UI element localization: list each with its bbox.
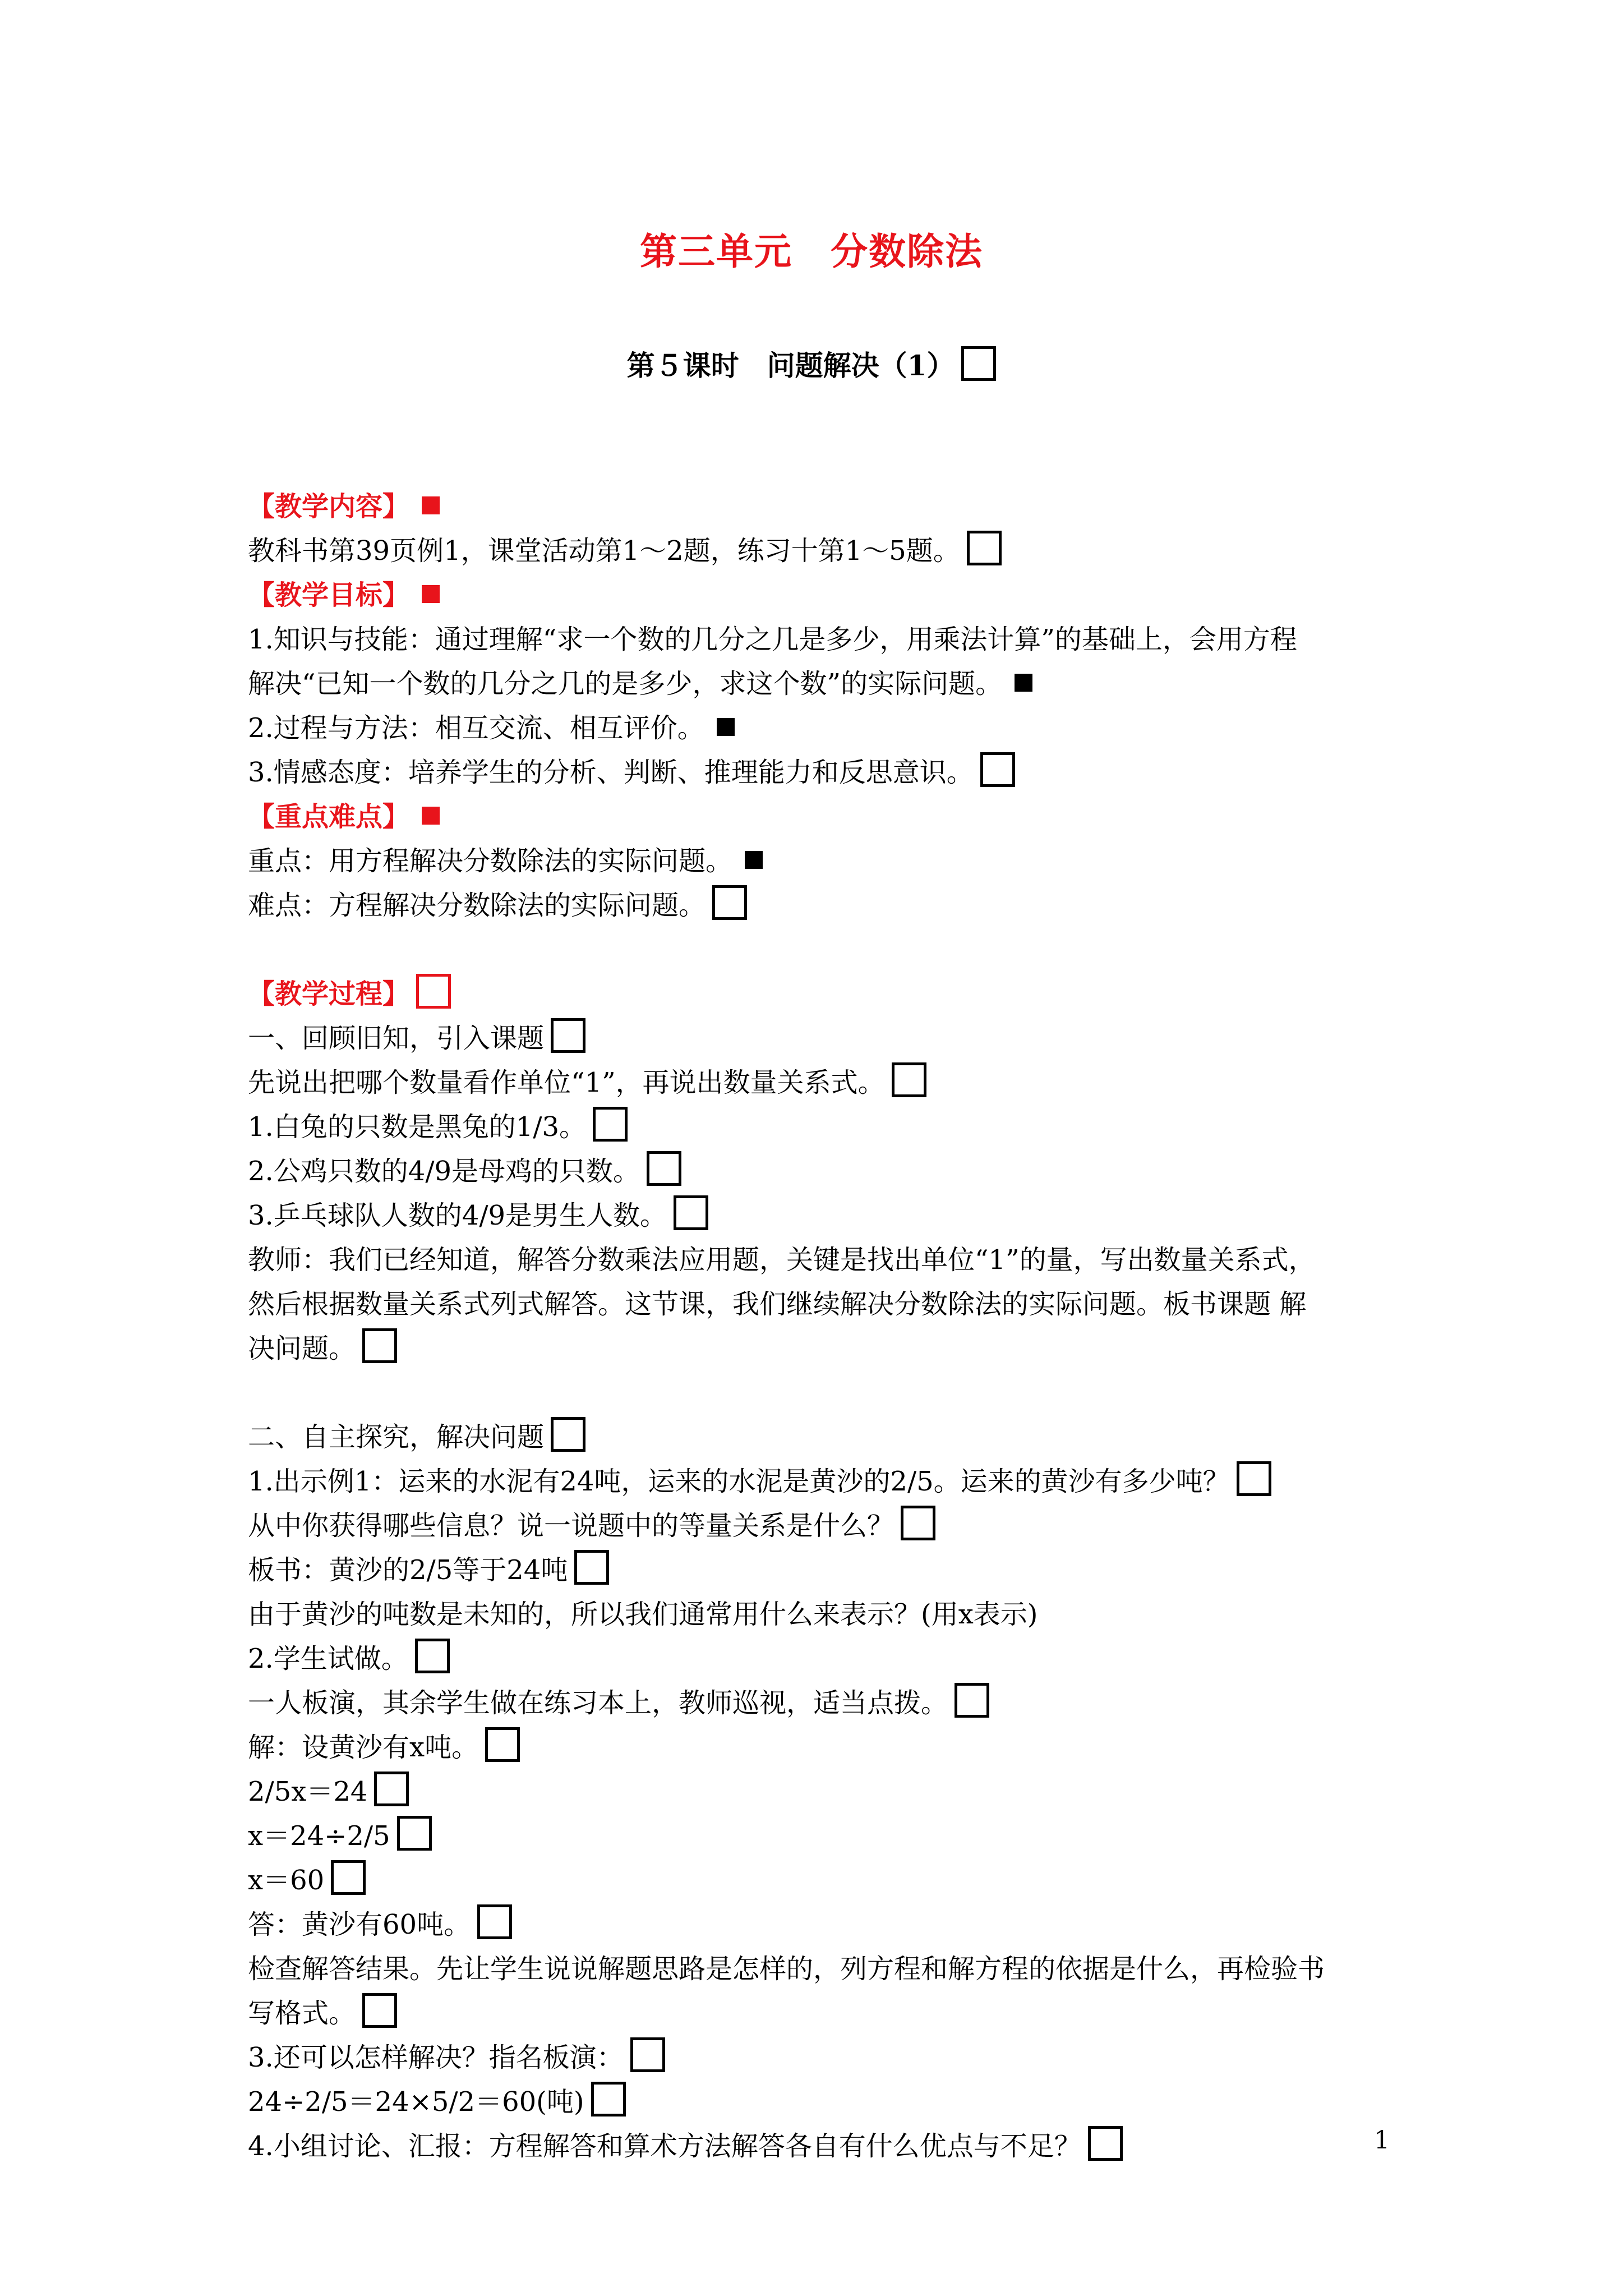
equation-line: x＝60 xyxy=(248,1858,1403,1903)
paragraph-line: 答：黄沙有60吨。 xyxy=(248,1903,1403,1947)
equation-line: x＝24÷2/5 xyxy=(248,1814,1403,1858)
box-mark xyxy=(374,1772,409,1806)
box-mark xyxy=(1088,2126,1123,2161)
box-mark xyxy=(955,1683,989,1718)
paragraph-line: 先说出把哪个数量看作单位“1”，再说出数量关系式。 xyxy=(248,1061,1403,1105)
document-body xyxy=(248,440,1403,2169)
box-mark xyxy=(362,1328,397,1363)
box-mark xyxy=(574,1550,609,1585)
section-heading: 【教学过程】 xyxy=(248,972,1403,1016)
paragraph-line: 重点：用方程解决分数除法的实际问题。 xyxy=(248,839,1403,884)
box-mark xyxy=(647,1151,681,1186)
paragraph-line: 教师：我们已经知道，解答分数乘法应用题，关键是找出单位“1”的量，写出数量关系式， xyxy=(248,1244,1316,1276)
box-mark xyxy=(967,531,1002,565)
paragraph-line: 2.过程与方法：相互交流、相互评价。 xyxy=(248,706,1403,751)
paragraph-line: 3.情感态度：培养学生的分析、判断、推理能力和反思意识。 xyxy=(248,751,1403,795)
paragraph-line: 1.出示例1：运来的水泥有24吨，运来的水泥是黄沙的2/5。运来的黄沙有多少吨？ xyxy=(248,1460,1403,1504)
paragraph-line: 4.小组讨论、汇报：方程解答和算术方法解答各自有什么优点与不足？ xyxy=(248,2124,1403,2169)
paragraph-line: 3.还可以怎样解决？指名板演： xyxy=(248,2036,1403,2080)
box-mark xyxy=(712,885,747,920)
box-mark xyxy=(397,1816,432,1851)
box-mark xyxy=(485,1727,520,1762)
page-number: 1 xyxy=(1374,2126,1390,2155)
paragraph-line: 写格式。 xyxy=(248,1991,1403,2036)
box-mark xyxy=(331,1860,366,1895)
box-mark xyxy=(551,1417,585,1452)
square-mark xyxy=(422,807,440,825)
paragraph-line: 1.白兔的只数是黑兔的1/3。 xyxy=(248,1105,1403,1149)
paragraph-line: 教科书第39页例1，课堂活动第1～2题，练习十第1～5题。 xyxy=(248,529,1403,573)
paragraph-line: 2.公鸡只数的4/9是母鸡的只数。 xyxy=(248,1149,1403,1194)
box-mark xyxy=(362,1993,397,2028)
box-mark xyxy=(416,974,451,1009)
box-mark xyxy=(477,1904,512,1939)
box-mark xyxy=(674,1195,708,1230)
paragraph-line: 二、自主探究，解决问题 xyxy=(248,1415,1403,1460)
paragraph-line: 决问题。 xyxy=(248,1327,1403,1371)
square-mark xyxy=(1015,674,1032,692)
box-mark xyxy=(591,2082,626,2116)
box-mark xyxy=(980,752,1015,787)
paragraph-line: 板书：黄沙的2/5等于24吨 xyxy=(248,1548,1403,1593)
paragraph-line: 解决“已知一个数的几分之几的是多少，求这个数”的实际问题。 xyxy=(248,662,1403,706)
box-mark xyxy=(630,2037,665,2072)
paragraph-line: 然后根据数量关系式列式解答。这节课，我们继续解决分数除法的实际问题。板书课题 解 xyxy=(248,1289,1307,1320)
paragraph-line: 一、回顾旧知，引入课题 xyxy=(248,1016,1403,1061)
paragraph-line: 从中你获得哪些信息？说一说题中的等量关系是什么？ xyxy=(248,1504,1403,1548)
paragraph-line: 难点：方程解决分数除法的实际问题。 xyxy=(248,884,1403,928)
square-mark xyxy=(717,718,735,736)
square-mark xyxy=(745,851,763,869)
square-mark xyxy=(422,496,440,514)
section-heading: 【教学内容】 xyxy=(248,485,1403,529)
box-mark xyxy=(892,1062,926,1097)
square-mark xyxy=(422,585,440,603)
paragraph-line: 解：设黄沙有x吨。 xyxy=(248,1726,1403,1770)
box-mark xyxy=(415,1639,450,1673)
paragraph-line: 2.学生试做。 xyxy=(248,1637,1403,1681)
unit-title: 第三单元 分数除法 xyxy=(640,229,983,273)
equation-line: 2/5x＝24 xyxy=(248,1770,1403,1814)
box-mark xyxy=(593,1107,628,1142)
box-mark xyxy=(961,346,996,381)
equation-line: 24÷2/5＝24×5/2＝60(吨) xyxy=(248,2080,1403,2124)
paragraph-line: 检查解答结果。先让学生说说解题思路是怎样的，列方程和解方程的依据是什么，再检验书 xyxy=(248,1953,1325,1985)
paragraph-line: 一人板演，其余学生做在练习本上，教师巡视，适当点拨。 xyxy=(248,1681,1403,1726)
box-mark xyxy=(901,1506,935,1540)
box-mark xyxy=(551,1018,585,1053)
paragraph-line: 3.乒乓球队人数的4/9是男生人数。 xyxy=(248,1194,1403,1238)
box-mark xyxy=(1237,1461,1271,1496)
paragraph-line: 1.知识与技能：通过理解“求一个数的几分之几是多少，用乘法计算”的基础上，会用方程 xyxy=(248,624,1297,655)
section-heading: 【教学目标】 xyxy=(248,573,1403,618)
section-heading: 【重点难点】 xyxy=(248,795,1403,839)
lesson-subtitle: 第５课时 问题解决（1） xyxy=(0,343,1623,384)
paragraph-line: 由于黄沙的吨数是未知的，所以我们通常用什么来表示？(用x表示) xyxy=(248,1599,1038,1630)
